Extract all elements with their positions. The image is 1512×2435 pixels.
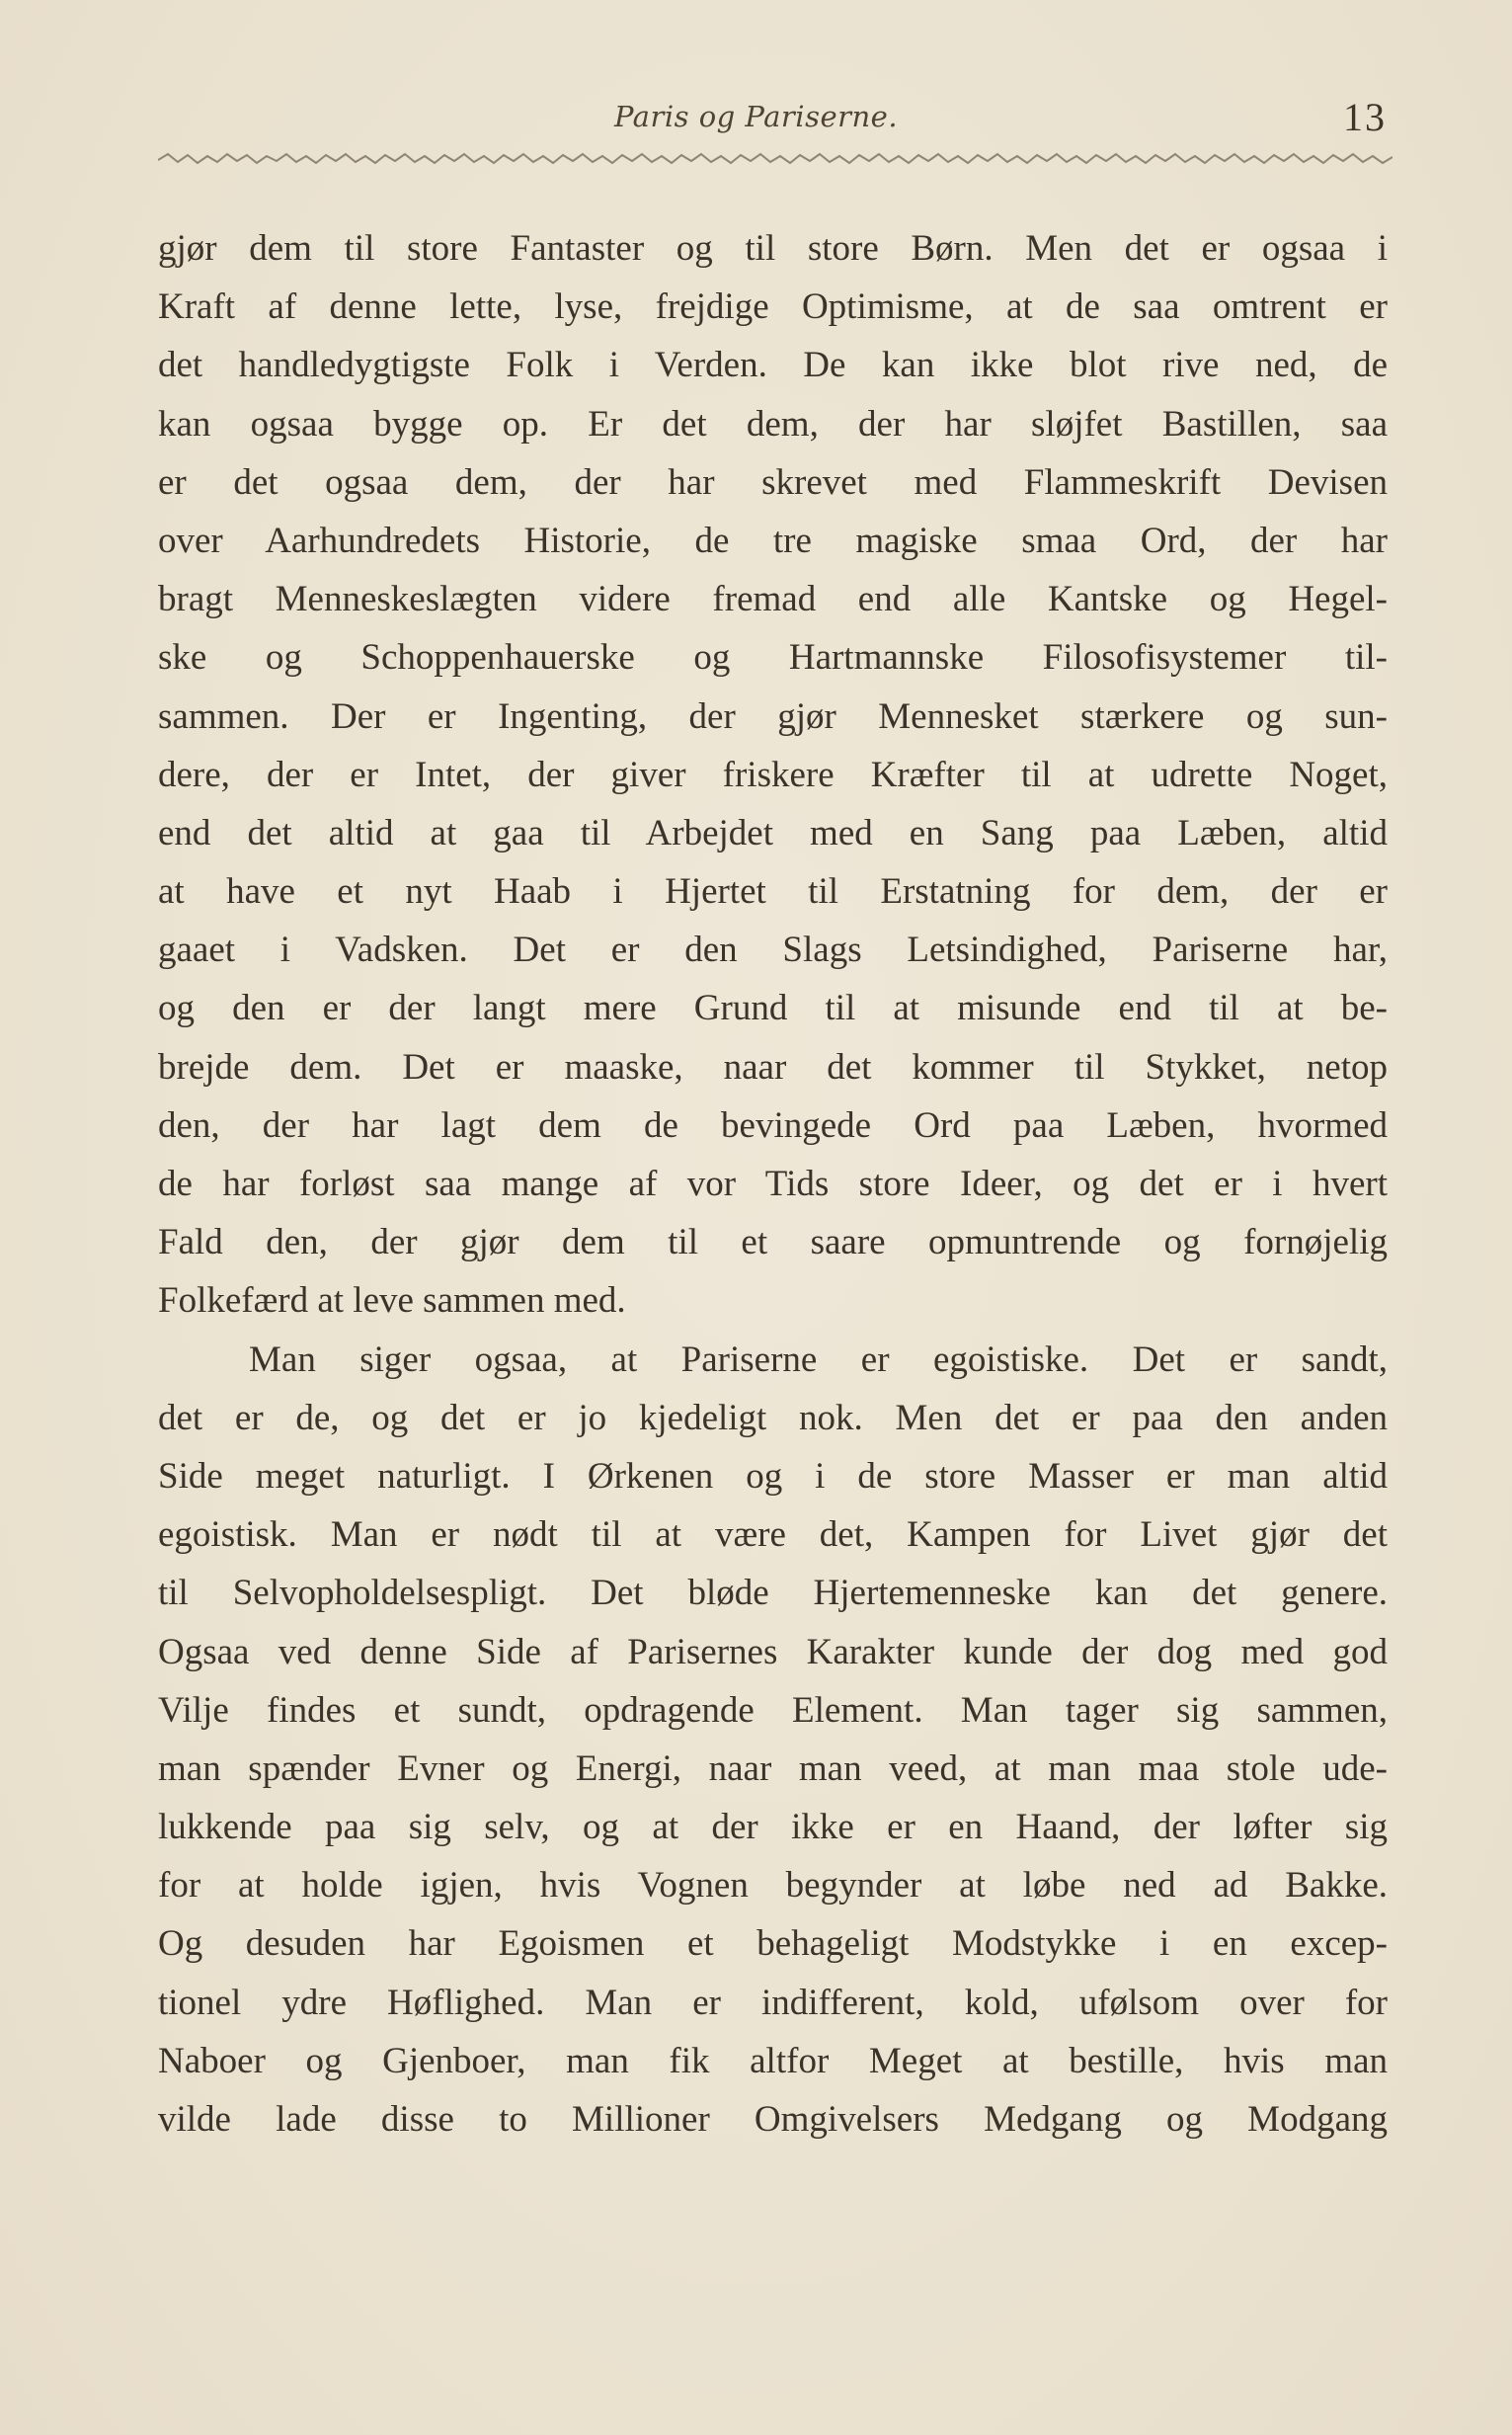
running-title: Paris og Pariserne. [613, 100, 899, 133]
text-line: tionel ydre Høflighed. Man er indifferent, kold, ufølsom over for [158, 1982, 1388, 2023]
text-line: Vilje findes et sundt, opdragende Element. Man tager sig sammen, [158, 1689, 1388, 1731]
text-line: over Aarhundredets Historie, de tre magiske smaa Ord, der har [158, 520, 1388, 561]
text-line: Fald den, der gjør dem til et saare opmuntrende og fornøjelig [158, 1222, 1388, 1263]
text-line: de har forløst saa mange af vor Tids store Ideer, og det er i hvert [158, 1164, 1388, 1204]
text-line: Kraft af denne lette, lyse, frejdige Optimisme, at de saa omtrent er [158, 286, 1388, 328]
text-line-paragraph-start: Man siger ogsaa, at Pariserne er egoistiske. Det er sandt, [249, 1339, 1388, 1380]
text-line: er det ogsaa dem, der har skrevet med Flammeskrift Devisen [158, 461, 1388, 503]
text-line: lukkende paa sig selv, og at der ikke er en Haand, der løfter sig [158, 1807, 1388, 1848]
text-line-paragraph-end: Folkefærd at leve sammen med. [158, 1280, 626, 1322]
text-line: egoistisk. Man er nødt til at være det, Kampen for Livet gjør det [158, 1514, 1388, 1556]
text-line: gaaet i Vadsken. Det er den Slags Letsindighed, Pariserne har, [158, 930, 1388, 971]
text-line: brejde dem. Det er maaske, naar det kommer til Stykket, netop [158, 1046, 1388, 1088]
text-line: det handledygtigste Folk i Verden. De kan ikke blot rive ned, de [158, 345, 1388, 386]
page-header [0, 94, 1512, 163]
text-line: at have et nyt Haab i Hjertet til Erstatning for dem, der er [158, 871, 1388, 913]
text-line: Ogsaa ved denne Side af Parisernes Karakter kunde der dog med god [158, 1631, 1388, 1672]
text-line: kan ogsaa bygge op. Er det dem, der har sløjfet Bastillen, saa [158, 403, 1388, 445]
text-line: end det altid at gaa til Arbejdet med en Sang paa Læben, altid [158, 812, 1388, 853]
header-rule-ornament [158, 148, 1393, 170]
text-line: dere, der er Intet, der giver friskere Kræfter til at udrette Noget, [158, 754, 1388, 795]
text-line: det er de, og det er jo kjedeligt nok. Men det er paa den anden [158, 1397, 1388, 1438]
text-line: for at holde igjen, hvis Vognen begynder at løbe ned ad Bakke. [158, 1865, 1388, 1907]
text-line: Naboer og Gjenboer, man fik altfor Meget at bestille, hvis man [158, 2040, 1388, 2081]
text-line: Og desuden har Egoismen et behageligt Modstykke i en excep- [158, 1923, 1388, 1965]
text-line: og den er der langt mere Grund til at misunde end til at be- [158, 988, 1388, 1029]
body-text [158, 219, 1388, 2149]
text-line: gjør dem til store Fantaster og til store Børn. Men det er ogsaa i [158, 228, 1388, 269]
page-number: 13 [1343, 95, 1387, 139]
text-line: bragt Menneskeslægten videre fremad end alle Kantske og Hegel- [158, 579, 1388, 620]
text-line: vilde lade disse to Millioner Omgivelsers Medgang og Modgang [158, 2099, 1388, 2140]
text-line: sammen. Der er Ingenting, der gjør Mennesket stærkere og sun- [158, 695, 1388, 737]
text-line: ske og Schoppenhauerske og Hartmannske Filosofisystemer til- [158, 637, 1388, 679]
text-line: den, der har lagt dem de bevingede Ord paa Læben, hvormed [158, 1104, 1388, 1146]
text-line: til Selvopholdelsespligt. Det bløde Hjertemenneske kan det genere. [158, 1573, 1388, 1614]
text-line: Side meget naturligt. I Ørkenen og i de store Masser er man altid [158, 1455, 1388, 1497]
text-line: man spænder Evner og Energi, naar man veed, at man maa stole ude- [158, 1747, 1388, 1789]
